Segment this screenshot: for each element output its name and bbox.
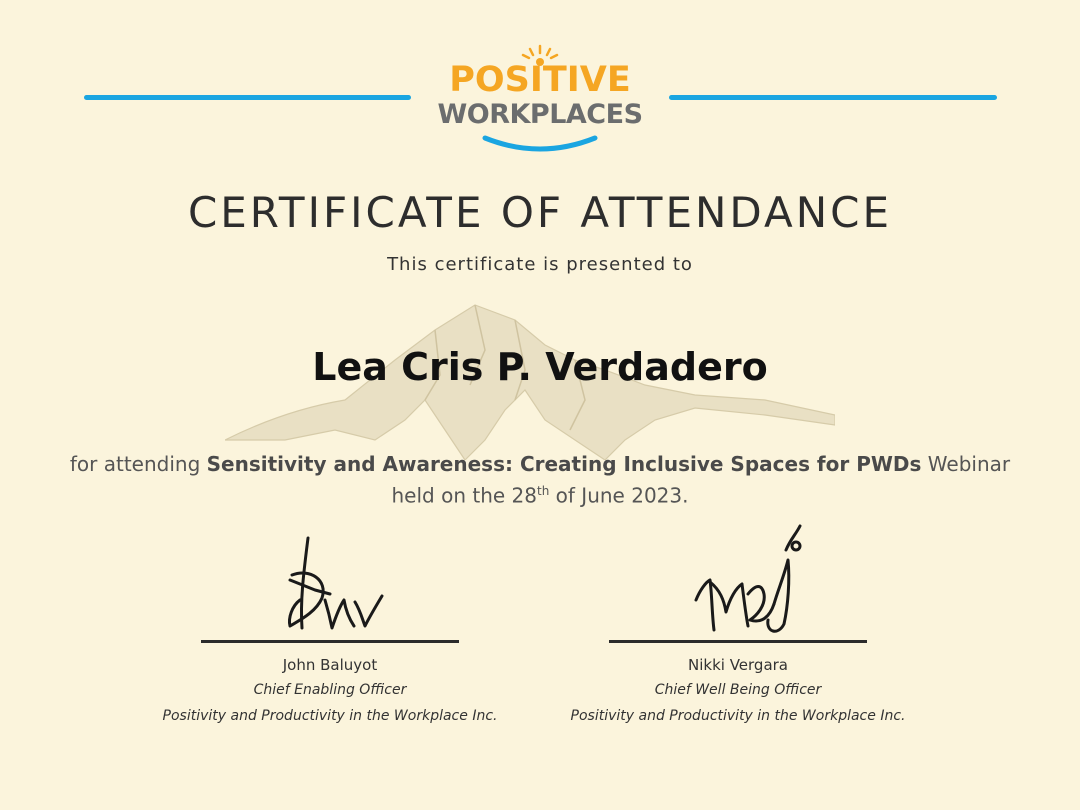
- desc-suffix: Webinar: [921, 452, 1011, 476]
- company-logo: [430, 42, 650, 160]
- smile-arc-icon: [430, 126, 650, 160]
- top-left-rule: [84, 95, 411, 100]
- logo-word-positive: POSITIVE: [449, 60, 631, 100]
- signatory-name-1: John Baluyot: [282, 656, 378, 674]
- signature-line-2: [609, 640, 867, 643]
- signatory-org-1: Positivity and Productivity in the Workplace Inc.: [162, 708, 498, 724]
- held-ordinal: th: [537, 484, 550, 498]
- logo-word-workplaces: WORKPLACES: [437, 99, 643, 130]
- top-right-rule: [669, 95, 997, 100]
- certificate-title: CERTIFICATE OF ATTENDANCE: [187, 188, 893, 237]
- description: [40, 451, 1040, 510]
- signature-nikki: [638, 520, 838, 640]
- held-suffix: of June 2023.: [549, 483, 689, 508]
- signature-line-1: [201, 640, 459, 643]
- presented-to-text: This certificate is presented to: [387, 254, 693, 275]
- signatory-role-2: Chief Well Being Officer: [654, 682, 822, 698]
- held-prefix: held on the 28: [391, 483, 537, 508]
- signatory-block-1: [130, 520, 530, 726]
- recipient-name: Lea Cris P. Verdadero: [312, 345, 768, 389]
- signatory-role-1: Chief Enabling Officer: [253, 682, 407, 698]
- signatory-block-2: [538, 520, 938, 726]
- desc-prefix: for attending: [69, 452, 207, 476]
- signatory-org-2: Positivity and Productivity in the Workplace Inc.: [570, 708, 906, 724]
- event-title: Sensitivity and Awareness: Creating Inclusive Spaces for PWDs: [206, 452, 922, 476]
- signature-john: [230, 520, 430, 640]
- signatory-name-2: Nikki Vergara: [688, 656, 788, 674]
